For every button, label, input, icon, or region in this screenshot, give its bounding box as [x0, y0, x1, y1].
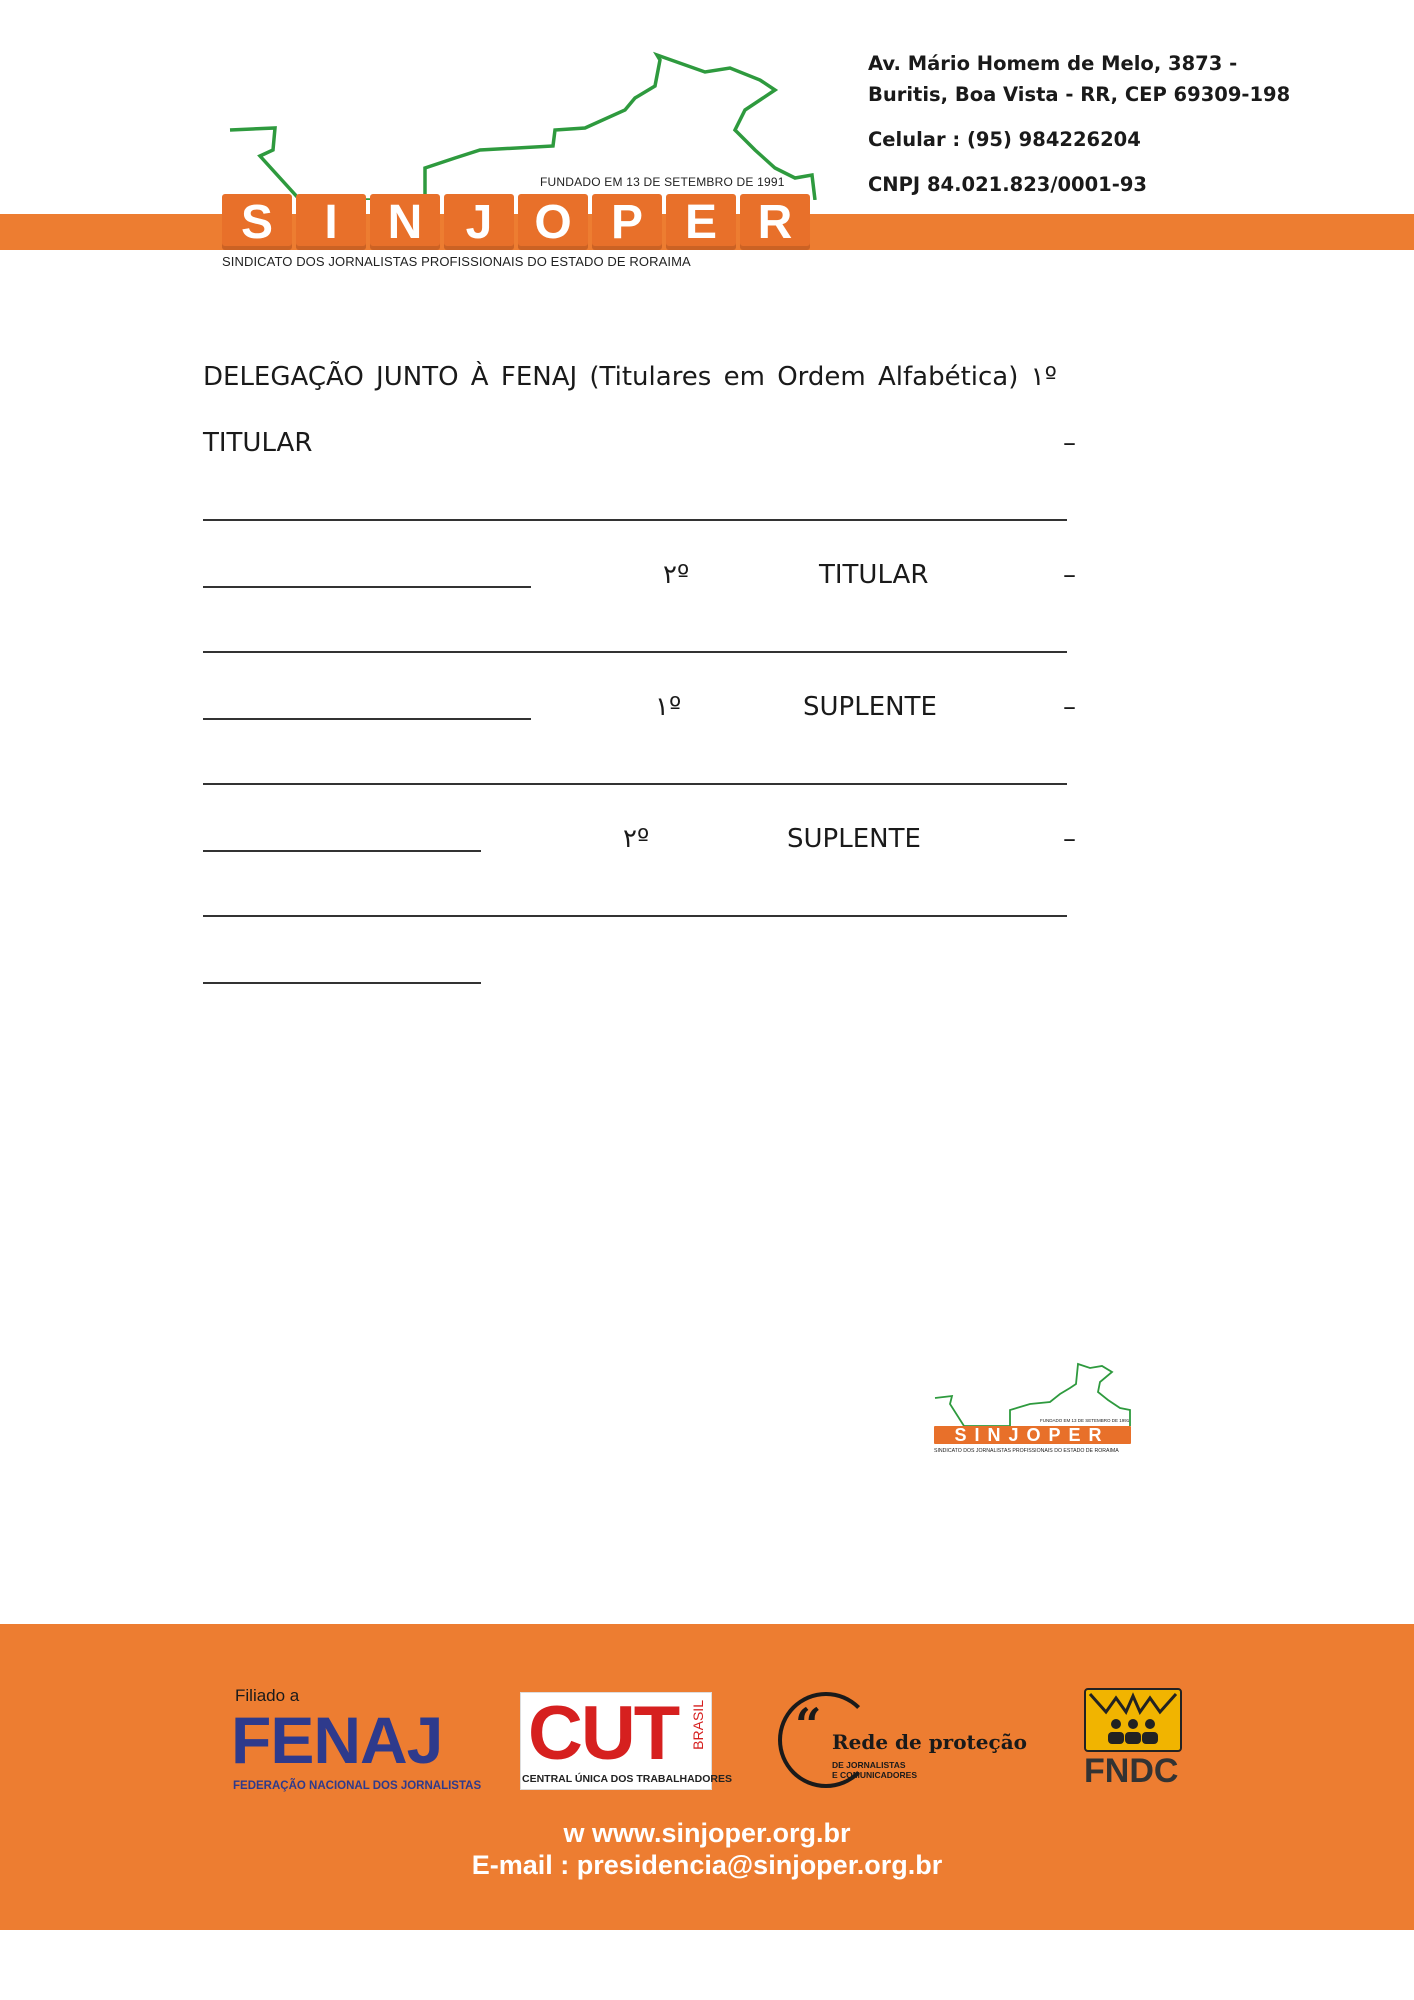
titular-2-dash: –	[1063, 560, 1076, 590]
titular-1-dash: –	[1063, 428, 1076, 458]
suplente-1-row	[203, 692, 1079, 732]
fenaj-filiado-text: Filiado a	[235, 1686, 300, 1705]
suplente-2-row	[203, 824, 1079, 864]
titular-1-label: TITULAR	[203, 428, 313, 458]
suplente-2-label: SUPLENTE	[787, 824, 921, 854]
signature-line	[203, 783, 1067, 785]
phone-text: Celular : (95) 984226204	[868, 128, 1141, 151]
suplente-1-ordinal: ۱º	[655, 692, 682, 722]
titular-2-ordinal: ۲º	[663, 560, 690, 590]
signature-line	[203, 718, 531, 720]
address-line-2: Buritis, Boa Vista - RR, CEP 69309-198	[868, 83, 1291, 106]
suplente-2-dash: –	[1063, 824, 1076, 854]
suplente-1-label: SUPLENTE	[803, 692, 937, 722]
signature-line	[203, 519, 1067, 521]
logo-letter: R	[740, 194, 810, 250]
delegation-title: DELEGAÇÃO JUNTO À FENAJ (Titulares em Ordem Alfabética) ۱º	[203, 362, 1057, 392]
suplente-2-ordinal: ۲º	[623, 824, 650, 854]
fndc-people-icon	[1084, 1688, 1182, 1752]
logo-letter: I	[296, 194, 366, 250]
logo-letter: O	[518, 194, 588, 250]
cut-logo: CUT	[528, 1691, 679, 1776]
titular-1-row	[203, 428, 1079, 468]
fenaj-subtitle: FEDERAÇÃO NACIONAL DOS JORNALISTAS	[233, 1780, 482, 1792]
logo-letter: S	[222, 194, 292, 250]
logo-letter: E	[666, 194, 736, 250]
small-logo-founded: FUNDADO EM 13 DE SETEMBRO DE 1991	[1040, 1418, 1130, 1423]
fenaj-logo: FENAJ	[231, 1703, 443, 1777]
rede-protecao-subtitle	[832, 1760, 917, 1780]
suplente-1-dash: –	[1063, 692, 1076, 722]
cnpj-text: CNPJ 84.021.823/0001-93	[868, 173, 1147, 196]
rede-protecao-title: Rede de proteção	[832, 1730, 1027, 1754]
logo-letter: P	[592, 194, 662, 250]
cut-subtitle: CENTRAL ÚNICA DOS TRABALHADORES	[522, 1773, 732, 1785]
signature-line	[203, 850, 481, 852]
email-link[interactable]: E-mail : presidencia@sinjoper.org.br	[471, 1850, 943, 1880]
founded-text: FUNDADO EM 13 DE SETEMBRO DE 1991	[540, 175, 785, 189]
sinjoper-small-logo	[930, 1360, 1135, 1455]
fndc-logo: FNDC	[1084, 1752, 1179, 1790]
signature-line	[203, 915, 1067, 917]
small-logo-subtitle: SINDICATO DOS JORNALISTAS PROFISSIONAIS DO ESTADO DE RORAIMA	[934, 1448, 1119, 1454]
signature-line	[203, 586, 531, 588]
cut-brasil-text: BRASIL	[690, 1700, 706, 1750]
logo-letter: J	[444, 194, 514, 250]
titular-2-row	[203, 560, 1079, 600]
small-logo-name: SINJOPER	[954, 1425, 1110, 1445]
contact-block	[868, 48, 1290, 200]
signature-line	[203, 982, 481, 984]
delegation-title-row	[203, 362, 1079, 402]
signature-line	[203, 651, 1067, 653]
sinjoper-logo	[222, 194, 810, 250]
website-link[interactable]: w www.sinjoper.org.br	[563, 1818, 851, 1848]
quote-icon: “	[795, 1698, 822, 1752]
rede-sub-line-1: DE JORNALISTAS	[832, 1760, 906, 1770]
titular-2-label: TITULAR	[819, 560, 929, 590]
rede-sub-line-2: E COMUNICADORES	[832, 1770, 918, 1780]
logo-letter: N	[370, 194, 440, 250]
logo-subtitle: SINDICATO DOS JORNALISTAS PROFISSIONAIS DO ESTADO DE RORAIMA	[222, 254, 691, 269]
address-line-1: Av. Mário Homem de Melo, 3873 -	[868, 52, 1238, 75]
